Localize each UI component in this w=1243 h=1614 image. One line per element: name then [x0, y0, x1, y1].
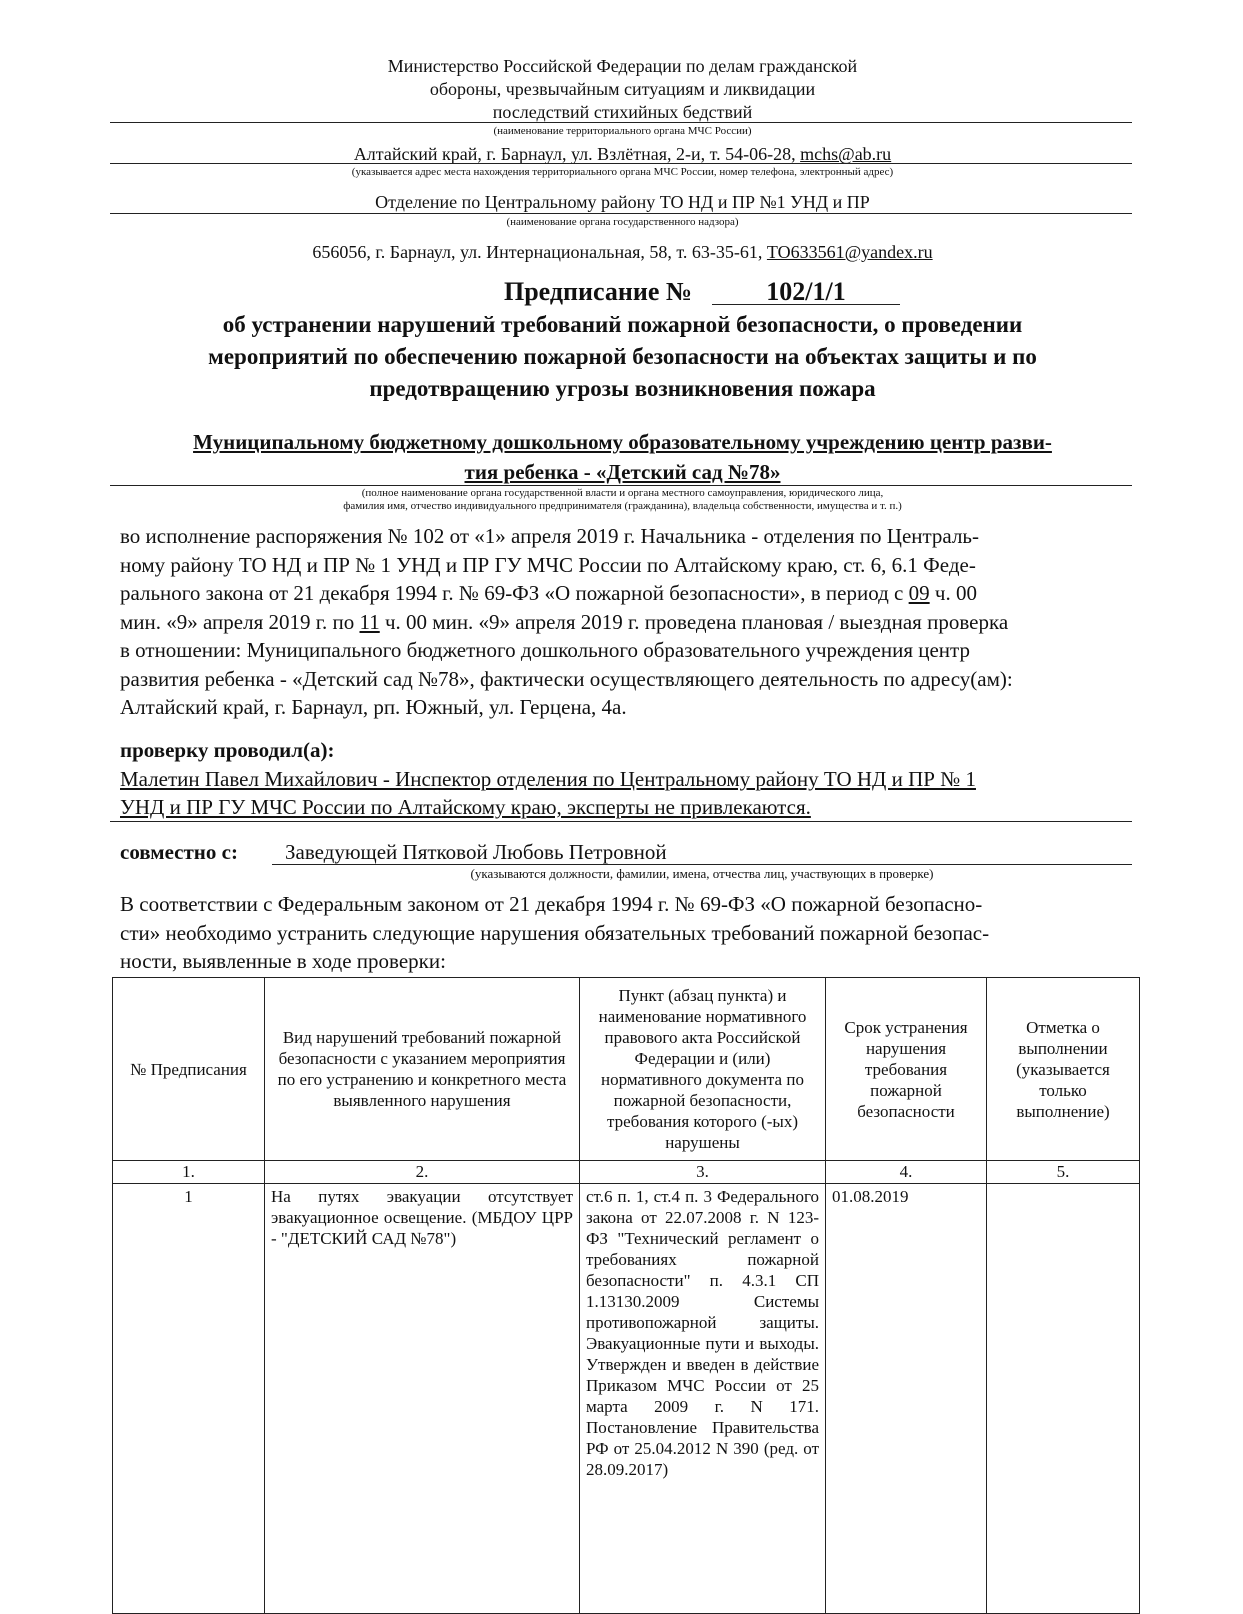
department-line: Отделение по Центральному району ТО НД и ПР №1 УНД и ПР [375, 192, 870, 212]
inspector-label: проверку проводил(а): [120, 738, 335, 762]
address-caption: (указывается адрес места нахождения территориального органа МЧС России, номер телефона, электронный адрес) [351, 166, 894, 178]
body-line: в отношении: Муниципального бюджетного дошкольного образовательного учреждения центр [120, 638, 970, 662]
jointly-caption: (указываются должности, фамилии, имена, отчества лиц, участвующих в проверке) [470, 866, 934, 881]
row-number: 1 [113, 1184, 265, 1614]
intro-line: ности, выявленные в ходе проверки: [120, 949, 446, 973]
body-line: рального закона от 21 декабря 1994 г. № 69-ФЗ «О пожарной безопасности», в период с 09 ч. 00 [120, 581, 977, 605]
column-number: 2. [265, 1161, 580, 1184]
table-header-row [113, 978, 1140, 1161]
column-number: 5. [987, 1161, 1140, 1184]
body-line: во исполнение распоряжения № 102 от «1» апреля 2019 г. Начальника - отделения по Централь- [120, 524, 979, 548]
title-line-3: предотвращению угрозы возникновения пожара [369, 376, 876, 401]
row-deadline: 01.08.2019 [826, 1184, 987, 1614]
recipient-underline [110, 485, 1132, 486]
end-hour: 11 [359, 609, 380, 634]
prescription-number: 102/1/1 [766, 277, 846, 306]
jointly-underline [272, 864, 1132, 865]
recipient-line-2: тия ребенка - «Детский сад №78» [464, 460, 781, 484]
inspector-line-1: Малетин Павел Михайлович - Инспектор отделения по Центральному району ТО НД и ПР № 1 [120, 767, 976, 791]
prescription-label: Предписание № [504, 277, 692, 306]
header-violation: Вид нарушений требований пожарной безопасности с указанием мероприятия по его устранению и конкретного места выявленного нарушения [265, 978, 580, 1161]
department-underline [110, 213, 1132, 214]
ministry-line-3: последствий стихийных бедствий [492, 102, 753, 122]
inspector-underline [110, 821, 1132, 822]
header-number: № Предписания [113, 978, 265, 1161]
recipient-caption-2: фамилия имя, отчество индивидуального предпринимателя (гражданина), владельца собственности, имущества и т. п.) [343, 500, 902, 512]
address-underline [110, 163, 1132, 164]
jointly-value: Заведующей Пятковой Любовь Петровной [285, 840, 667, 864]
title-line-2: мероприятий по обеспечению пожарной безопасности на объектах защиты и по [208, 344, 1037, 369]
column-number: 1. [113, 1161, 265, 1184]
title-line-1: об устранении нарушений требований пожарной безопасности, о проведении [222, 312, 1023, 337]
prescription-number-underline [712, 304, 900, 305]
department-email[interactable]: TO633561@yandex.ru [766, 242, 933, 262]
column-number: 3. [580, 1161, 826, 1184]
header-mark: Отметка о выполнении (указывается только выполнение) [987, 978, 1140, 1161]
row-norm: ст.6 п. 1, ст.4 п. 3 Федерального закона от 22.07.2008 г. N 123-ФЗ "Технический регламент о требованиях пожарной безопасности" п. 4.3.1 СП 1.13130.2009 Системы противопожарной защиты. Эвакуационные пути и выходы. Утвержден и введен в действие Приказом МЧС России от 25 марта 2009 г. N 171. Постановление Правительства РФ от 25.04.2012 N 390 (ред. от 28.09.2017) [580, 1184, 826, 1614]
body-line: Алтайский край, г. Барнаул, рп. Южный, ул. Герцена, 4а. [120, 695, 627, 719]
recipient-line-1: Муниципальному бюджетному дошкольному образовательному учреждению центр разви- [193, 430, 1052, 454]
ministry-caption: (наименование территориального органа МЧС России) [493, 125, 752, 137]
header-norm: Пункт (абзац пункта) и наименование нормативного правового акта Российской Федерации и (или) нормативного документа по пожарной безопасности, требования которого (-ых) нарушены [580, 978, 826, 1161]
ministry-line-2: обороны, чрезвычайным ситуациям и ликвидации [429, 79, 816, 99]
recipient-caption-1: (полное наименование органа государственной власти и органа местного самоуправления, юридического лица, [361, 487, 884, 499]
address-email[interactable]: mchs@ab.ru [800, 144, 892, 164]
department-address-line [110, 242, 1135, 262]
header-deadline: Срок устранения нарушения требования пожарной безопасности [826, 978, 987, 1161]
start-hour: 09 [908, 581, 930, 605]
body-paragraph [120, 522, 1128, 722]
address-line [110, 144, 1135, 164]
column-numbers-row [113, 1161, 1140, 1184]
row-violation: На путях эвакуации отсутствует эвакуационное освещение. (МБДОУ ЦРР - "ДЕТСКИЙ САД №78") [265, 1184, 580, 1614]
body-line: ному району ТО НД и ПР № 1 УНД и ПР ГУ МЧС России по Алтайскому краю, ст. 6, 6.1 Феде- [120, 552, 976, 577]
department-address: 656056, г. Барнаул, ул. Интернациональная, 58, т. 63-35-61, [312, 242, 767, 262]
jointly-label: совместно с: [120, 840, 238, 864]
intro-line: сти» необходимо устранить следующие нарушения обязательных требований пожарной безопас- [120, 920, 990, 945]
body-line: развития ребенка - «Детский сад №78», фактически осуществляющего деятельность по адресу(ам): [120, 666, 1013, 691]
inspector-line-2: УНД и ПР ГУ МЧС России по Алтайскому краю, эксперты не привлекаются. [120, 795, 811, 819]
ministry-underline [110, 122, 1132, 123]
row-mark [987, 1184, 1140, 1614]
body-line: мин. «9» апреля 2019 г. по 11 ч. 00 мин. «9» апреля 2019 г. проведена плановая / выездная проверка [120, 609, 1009, 634]
ministry-line-1: Министерство Российской Федерации по делам гражданской [387, 56, 858, 76]
department-caption: (наименование органа государственного надзора) [506, 216, 739, 228]
intro-paragraph [120, 890, 1128, 976]
intro-line: В соответствии с Федеральным законом от 21 декабря 1994 г. № 69-ФЗ «О пожарной безопасно- [120, 892, 983, 916]
column-number: 4. [826, 1161, 987, 1184]
violations-table [112, 977, 1140, 1614]
table-row [113, 1184, 1140, 1614]
address-text: Алтайский край, г. Барнаул, ул. Взлётная, 2-и, т. 54-06-28, [353, 144, 801, 164]
